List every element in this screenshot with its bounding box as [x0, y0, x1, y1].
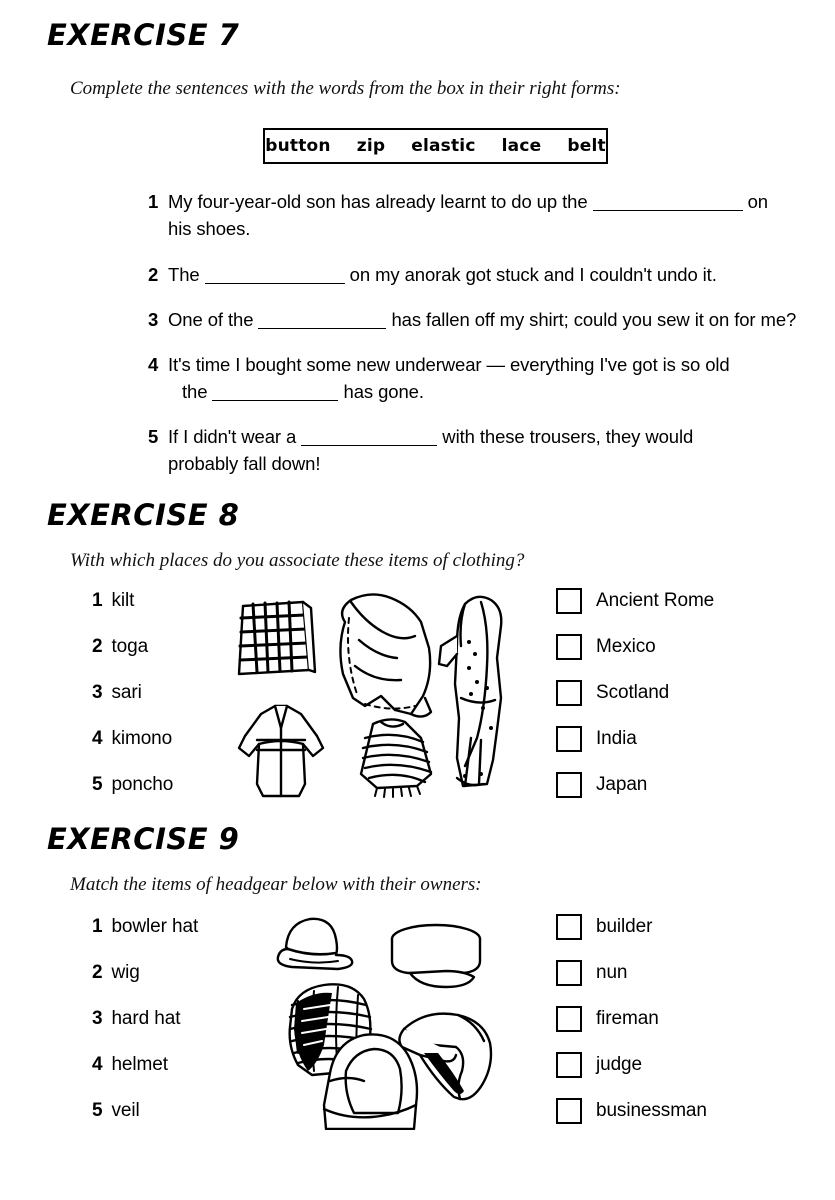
word-box-item-elastic: elastic — [411, 136, 476, 156]
answer-label: builder — [596, 916, 653, 937]
toga-drawing — [340, 594, 431, 716]
exercise-9-answer-1[interactable] — [556, 914, 652, 940]
sentence-5-text-b: with these trousers, they would — [437, 426, 694, 447]
item-number: 3 — [92, 1008, 103, 1029]
word-box-item-button: button — [265, 136, 331, 156]
item-label: veil — [111, 1100, 140, 1121]
exercise-7-instruction: Complete the sentences with the words from the box in their right forms: — [70, 78, 621, 99]
answer-blank-2[interactable] — [205, 283, 345, 284]
sentence-number-1: 1 — [148, 191, 159, 212]
exercise-8-answer-4[interactable] — [556, 726, 637, 752]
item-label: toga — [111, 636, 149, 657]
exercise-7-sentence-5 — [148, 423, 835, 477]
sentence-1-text-b: on — [742, 191, 768, 212]
exercise-7-sentence-3 — [148, 306, 835, 333]
sentence-5-text-c: probably fall down! — [168, 453, 321, 474]
sentence-4-text-a: It's time I bought some new underwear — everything I've got is so old — [168, 354, 730, 375]
exercise-8-item-2 — [92, 636, 148, 658]
item-number: 1 — [92, 590, 103, 611]
peaked-cap-drawing — [392, 925, 480, 987]
item-label: wig — [111, 962, 140, 983]
kilt-drawing — [239, 602, 315, 674]
checkbox[interactable] — [556, 1006, 582, 1032]
poncho-drawing — [361, 719, 431, 797]
item-number: 2 — [92, 962, 103, 983]
exercise-9-item-2 — [92, 962, 140, 984]
exercise-7-heading: EXERCISE 7 — [47, 18, 240, 52]
exercise-9-answer-2[interactable] — [556, 960, 627, 986]
checkbox[interactable] — [556, 588, 582, 614]
exercise-9-answer-4[interactable] — [556, 1052, 642, 1078]
answer-label: Mexico — [596, 636, 656, 657]
answer-label: nun — [596, 962, 628, 983]
item-number: 5 — [92, 1100, 103, 1121]
answer-label: judge — [596, 1054, 642, 1075]
item-number: 2 — [92, 636, 103, 657]
word-box-item-belt: belt — [567, 136, 606, 156]
answer-label: India — [596, 728, 637, 749]
answer-label: Ancient Rome — [596, 590, 715, 611]
answer-label: Scotland — [596, 682, 670, 703]
sentence-3-text-b: has fallen off my shirt; could you sew it on for me? — [386, 309, 797, 330]
checkbox[interactable] — [556, 1052, 582, 1078]
answer-label: Japan — [596, 774, 648, 795]
checkbox[interactable] — [556, 960, 582, 986]
item-number: 4 — [92, 1054, 103, 1075]
exercise-9-item-4 — [92, 1054, 168, 1076]
checkbox[interactable] — [556, 680, 582, 706]
sentence-number-4: 4 — [148, 354, 159, 375]
checkbox[interactable] — [556, 772, 582, 798]
answer-label: fireman — [596, 1008, 659, 1029]
word-box-item-zip: zip — [356, 136, 386, 156]
exercise-8-illustrations — [225, 588, 525, 803]
item-number: 5 — [92, 774, 103, 795]
exercise-8-item-3 — [92, 682, 142, 704]
answer-blank-3[interactable] — [258, 328, 386, 329]
exercise-8-item-5 — [92, 774, 173, 796]
sentence-2-text-a: The — [168, 264, 205, 285]
checkbox[interactable] — [556, 1098, 582, 1124]
item-label: hard hat — [111, 1008, 181, 1029]
exercise-9-item-5 — [92, 1100, 140, 1122]
sentence-2-text-b: on my anorak got stuck and I couldn't undo it. — [344, 264, 717, 285]
sentence-1-text-c: his shoes. — [168, 218, 251, 239]
sentence-4-text-b: the — [182, 381, 213, 402]
bowler-hat-drawing — [278, 919, 352, 969]
answer-blank-1[interactable] — [593, 210, 743, 211]
item-label: bowler hat — [111, 916, 199, 937]
exercise-9-instruction: Match the items of headgear below with their owners: — [70, 874, 482, 895]
exercise-8-answer-1[interactable] — [556, 588, 714, 614]
item-label: kimono — [111, 728, 173, 749]
exercise-9-item-1 — [92, 916, 198, 938]
exercise-9-answer-3[interactable] — [556, 1006, 659, 1032]
exercise-7-sentence-1 — [148, 188, 828, 242]
exercise-9-illustrations — [268, 905, 518, 1130]
exercise-9-item-3 — [92, 1008, 180, 1030]
item-number: 3 — [92, 682, 103, 703]
answer-blank-5[interactable] — [301, 445, 437, 446]
exercise-8-answer-3[interactable] — [556, 680, 669, 706]
item-label: kilt — [111, 590, 135, 611]
item-label: helmet — [111, 1054, 168, 1075]
kimono-drawing — [239, 706, 323, 796]
sentence-4-text-c: has gone. — [338, 381, 424, 402]
word-box-item-lace: lace — [501, 136, 542, 156]
exercise-8-heading: EXERCISE 8 — [47, 498, 240, 532]
exercise-8-answer-2[interactable] — [556, 634, 656, 660]
item-number: 1 — [92, 916, 103, 937]
sentence-1-text-a: My four-year-old son has already learnt to do up the — [168, 191, 593, 212]
exercise-9-answer-5[interactable] — [556, 1098, 707, 1124]
sentence-number-5: 5 — [148, 426, 159, 447]
sentence-number-3: 3 — [148, 309, 159, 330]
sentence-3-text-a: One of the — [168, 309, 259, 330]
exercise-9-heading: EXERCISE 9 — [47, 822, 240, 856]
exercise-7-sentence-2 — [148, 261, 828, 288]
exercise-7-sentence-4 — [148, 351, 835, 405]
checkbox[interactable] — [556, 634, 582, 660]
exercise-8-answer-5[interactable] — [556, 772, 647, 798]
sentence-number-2: 2 — [148, 264, 159, 285]
exercise-8-instruction: With which places do you associate these items of clothing? — [70, 550, 525, 571]
word-box — [263, 128, 608, 164]
answer-blank-4[interactable] — [212, 400, 338, 401]
sari-drawing — [439, 597, 501, 786]
answer-label: businessman — [596, 1100, 707, 1121]
item-label: poncho — [111, 774, 174, 795]
exercise-8-item-4 — [92, 728, 172, 750]
checkbox[interactable] — [556, 726, 582, 752]
item-label: sari — [111, 682, 142, 703]
sentence-5-text-a: If I didn't wear a — [168, 426, 302, 447]
checkbox[interactable] — [556, 914, 582, 940]
item-number: 4 — [92, 728, 103, 749]
exercise-8-item-1 — [92, 590, 134, 612]
